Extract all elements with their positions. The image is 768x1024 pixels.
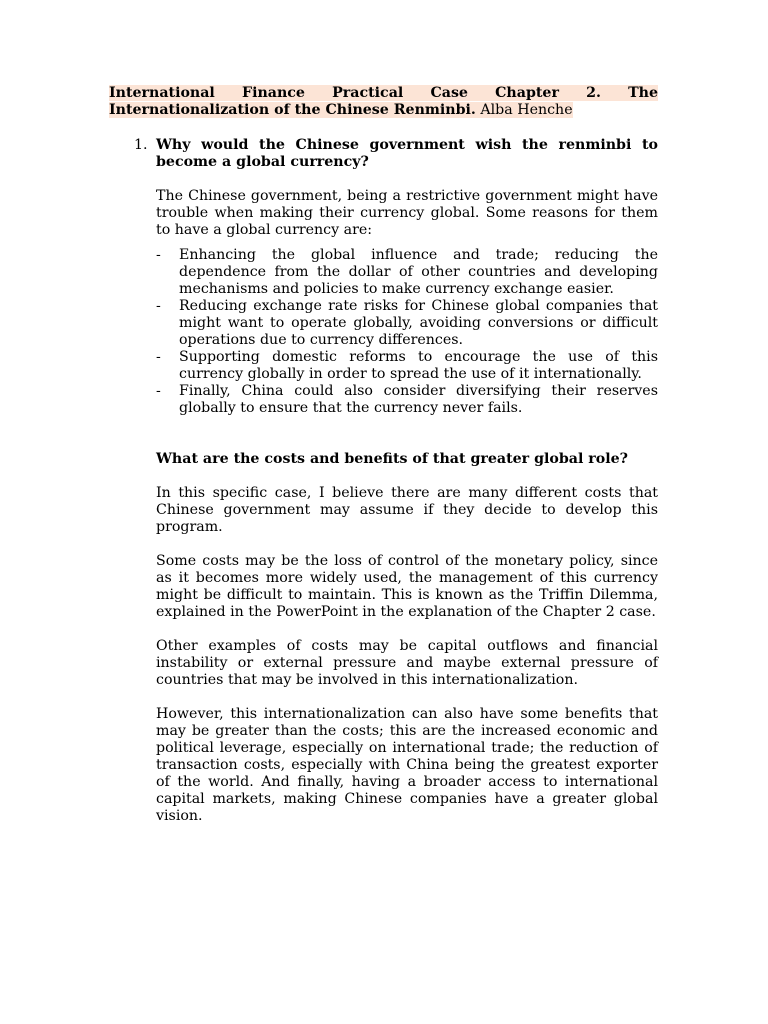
title-text: International Finance Practical Case Chapter 2. The Internationalization of the Chinese Renminbi. (109, 85, 658, 118)
list-item (156, 383, 658, 417)
list-item-text: Reducing exchange rate risks for Chinese global companies that might want to operate globally, avoiding conversions or difficult operations due to currency differences. (179, 298, 658, 348)
question-1-number-wrap (109, 137, 156, 171)
list-item-text: Enhancing the global influence and trade; reducing the dependence from the dollar of other countries and developing mechanisms and policies to make currency exchange easier. (179, 247, 658, 297)
question-1-number: 1. (134, 137, 148, 153)
bullet-marker: - (156, 298, 161, 314)
question-2-paragraph: Some costs may be the loss of control of the monetary policy, since as it becomes more widely used, the management of this currency might be difficult to maintain. This is known as the Triffin Dilemma, explained in the PowerPoint in the explanation of the Chapter 2 case. (156, 553, 658, 620)
list-item-text: Finally, China could also consider diversifying their reserves globally to ensure that the currency never fails. (179, 383, 658, 416)
list-item (156, 298, 658, 349)
question-1-intro: The Chinese government, being a restrictive government might have trouble when making their currency global. Some reasons for them to have a global currency are: (156, 188, 658, 238)
question-2-text: What are the costs and benefits of that greater global role? (156, 451, 628, 467)
question-2-paragraph: Other examples of costs may be capital outflows and financial instability or external pressure and maybe external pressure of countries that may be involved in this internationalization. (156, 638, 658, 688)
bullet-marker: - (156, 247, 161, 263)
bullet-marker: - (156, 349, 161, 365)
author-name: Alba Henche (480, 102, 573, 118)
question-1 (109, 137, 658, 171)
reasons-list (156, 247, 658, 417)
question-2-paragraph: In this specific case, I believe there are many different costs that Chinese government may assume if they decide to develop this program. (156, 485, 658, 535)
list-item (156, 349, 658, 383)
document-body (109, 137, 658, 825)
question-1-text: Why would the Chinese government wish the renminbi to become a global currency? (156, 137, 658, 170)
list-item (156, 247, 658, 298)
bullet-marker: - (156, 383, 161, 399)
list-item-text: Supporting domestic reforms to encourage the use of this currency globally in order to spread the use of it internationally. (179, 349, 658, 382)
title-highlight (109, 85, 658, 118)
document-title (109, 85, 658, 119)
question-2-paragraph: However, this internationalization can also have some benefits that may be greater than the costs; this are the increased economic and political leverage, especially on international trade; the reduction of transaction costs, especially with China being the greatest exporter of the world. And finally, having a broader access to international capital markets, making Chinese companies have a greater global vision. (156, 706, 658, 824)
